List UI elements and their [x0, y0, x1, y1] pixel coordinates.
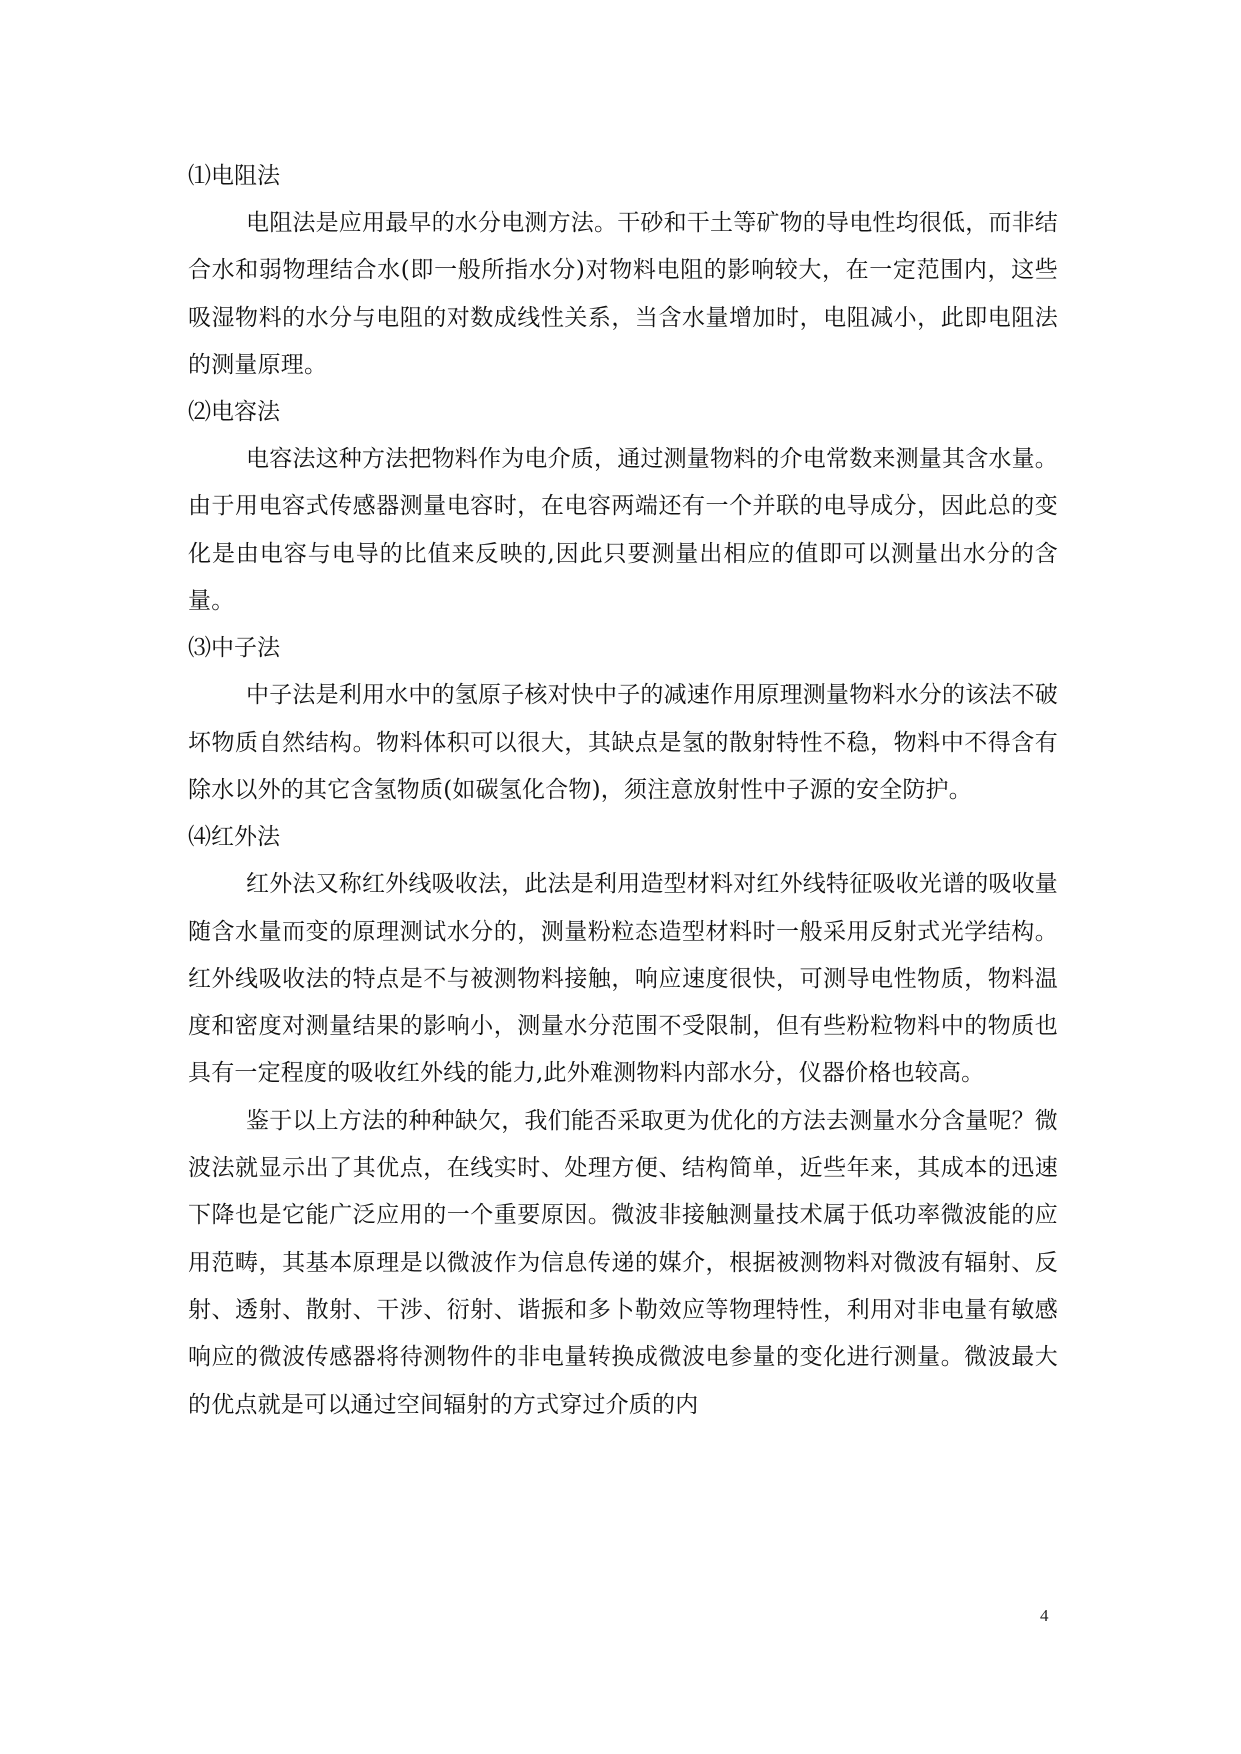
section-heading-capacitance: ⑵电容法 [188, 399, 280, 426]
section-heading-resistance: ⑴电阻法 [188, 163, 280, 189]
section-heading-infrared: ⑷红外法 [188, 824, 280, 851]
section-body-resistance: 电阻法是应用最早的水分电测方法。干砂和干土等矿物的导电性均很低，而非结合水和弱物理结合水(即一般所指水分)对物料电阻的影响较大，在一定范围内，这些吸湿物料的水分与电阻的对数成线性关系，当含水量增加时，电阻减小，此即电阻法的测量原理。 [188, 210, 1058, 378]
section-body-neutron: 中子法是利用水中的氢原子核对快中子的减速作用原理测量物料水分的该法不破坏物质自然结构。物料体积可以很大，其缺点是氢的散射特性不稳，物料中不得含有除水以外的其它含氢物质(如碳氢化合物)，须注意放射性中子源的安全防护。 [188, 682, 1058, 803]
page-content [188, 153, 1058, 1429]
section-heading-neutron: ⑶中子法 [188, 635, 280, 662]
page-number: 4 [1040, 1606, 1049, 1625]
section-body-capacitance: 电容法这种方法把物料作为电介质，通过测量物料的介电常数来测量其含水量。由于用电容式传感器测量电容时，在电容两端还有一个并联的电导成分，因此总的变化是由电容与电导的比值来反映的,因此只要测量出相应的值即可以测量出水分的含量。 [188, 446, 1058, 615]
section-body-infrared: 红外法又称红外线吸收法，此法是利用造型材料对红外线特征吸收光谱的吸收量随含水量而变的原理测试水分的，测量粉粒态造型材料时一般采用反射式光学结构。红外线吸收法的特点是不与被测物料接触，响应速度很快，可测导电性物质，物料温度和密度对测量结果的影响小，测量水分范围不受限制，但有些粉粒物料中的物质也具有一定程度的吸收红外线的能力,此外难测物料内部水分，仪器价格也较高。 [188, 871, 1058, 1087]
closing-paragraph: 鉴于以上方法的种种缺欠，我们能否采取更为优化的方法去测量水分含量呢？微波法就显示出了其优点，在线实时、处理方便、结构简单，近些年来，其成本的迅速下降也是它能广泛应用的一个重要原因。微波非接触测量技术属于低功率微波能的应用范畴，其基本原理是以微波作为信息传递的媒介，根据被测物料对微波有辐射、反射、透射、散射、干涉、衍射、谐振和多卜勒效应等物理特性，利用对非电量有敏感响应的微波传感器将待测物件的非电量转换成微波电参量的变化进行测量。微波最大的优点就是可以通过空间辐射的方式穿过介质的内 [188, 1107, 1058, 1418]
